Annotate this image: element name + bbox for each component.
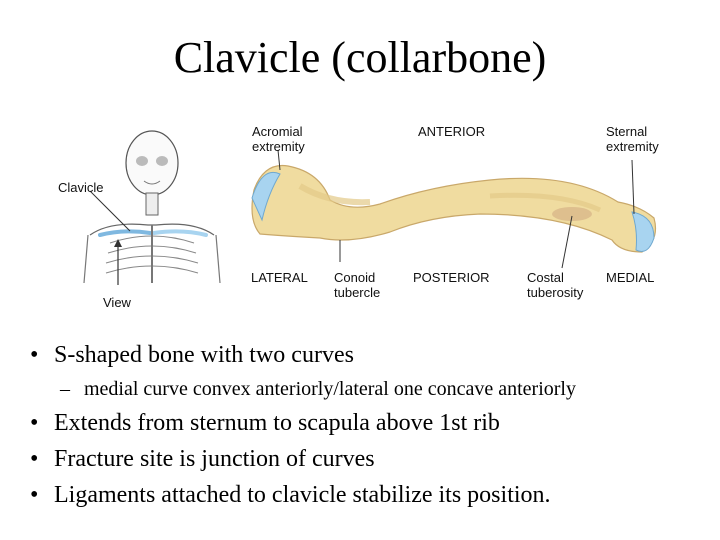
bullet-item: [30, 408, 710, 438]
bullet-dot-icon: •: [30, 482, 39, 508]
bullet-item: [30, 444, 710, 474]
bullet-text: Ligaments attached to clavicle stabilize its position.: [54, 482, 551, 508]
label-lateral: LATERAL: [251, 270, 308, 285]
label-acromial-extremity: Acromial extremity: [252, 124, 305, 154]
bullet-text: Extends from sternum to scapula above 1st rib: [54, 410, 500, 436]
slide-title: Clavicle (collarbone): [173, 33, 547, 82]
label-clavicle: Clavicle: [58, 180, 104, 195]
label-view: View: [103, 295, 131, 310]
clavicle-bone-figure: [240, 140, 670, 270]
skeleton-figure: [70, 125, 230, 285]
bullet-list: [30, 340, 710, 516]
bullet-item: [30, 340, 710, 370]
bullet-dot-icon: •: [30, 342, 39, 368]
label-medial: MEDIAL: [606, 270, 655, 285]
label-anterior: ANTERIOR: [418, 124, 486, 139]
sub-bullet-dash-icon: –: [60, 378, 70, 400]
sub-bullet-item: [30, 376, 710, 402]
bullet-dot-icon: •: [30, 410, 39, 436]
label-conoid-tubercle: Conoid tubercle: [334, 270, 381, 300]
sub-bullet-text: medial curve convex anteriorly/lateral one concave anteriorly: [84, 378, 576, 400]
bullet-text: S-shaped bone with two curves: [54, 342, 354, 368]
bullet-item: [30, 480, 710, 510]
label-posterior: POSTERIOR: [413, 270, 490, 285]
bullet-text: Fracture site is junction of curves: [54, 446, 375, 472]
bullet-dot-icon: •: [30, 446, 39, 472]
label-costal-tuberosity: Costal tuberosity: [527, 270, 584, 300]
label-sternal-extremity: Sternal extremity: [606, 124, 659, 154]
